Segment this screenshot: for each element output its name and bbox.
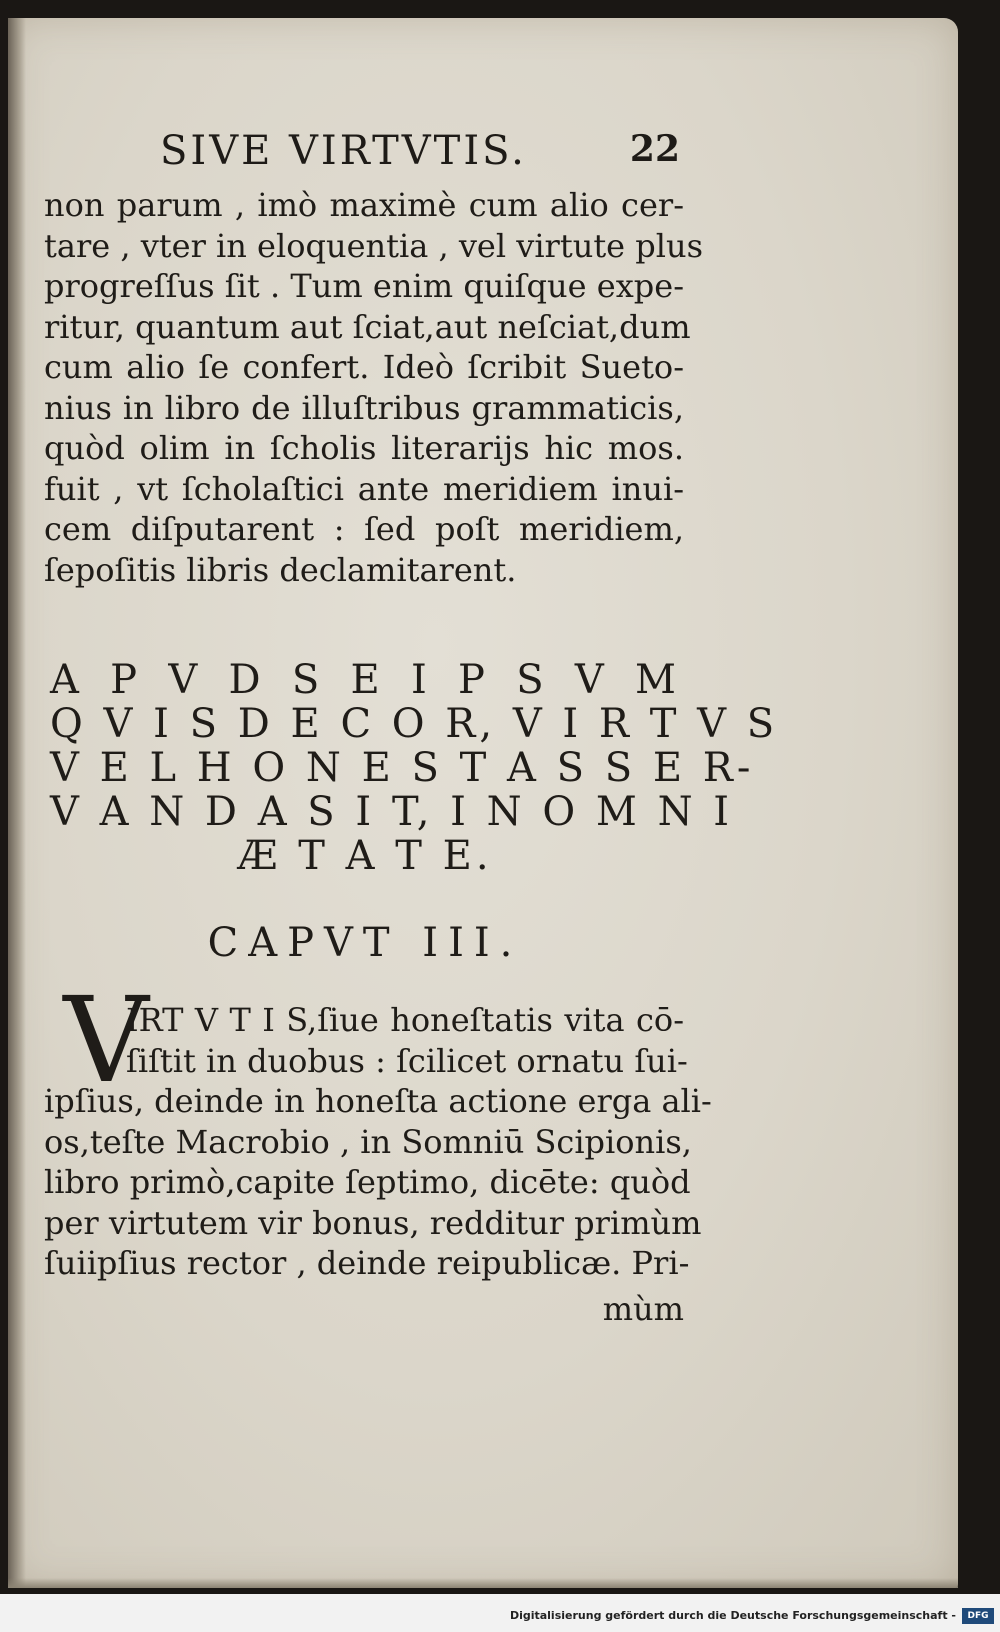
text-line: progreſſus ſit . Tum enim quiſque expe-: [44, 267, 684, 305]
paragraph-2: [44, 1000, 712, 1284]
paragraph-1: [44, 185, 704, 590]
text-line: IRT V T I S,ſiue honeſtatis vita cō-: [126, 1001, 684, 1039]
drop-cap: V: [63, 971, 149, 1109]
text-line: per virtutem vir bonus, redditur primùm: [44, 1203, 702, 1242]
text-line: os,teſte Macrobio , in Somniū Scipionis,: [44, 1122, 692, 1161]
section-heading: [50, 657, 779, 879]
heading-line: V A N D A S I T, I N O M N I: [50, 789, 734, 835]
page-header: [160, 128, 680, 178]
page-bottom-edge: [8, 1578, 958, 1588]
text-line: nius in libro de illuſtribus grammaticis,: [44, 388, 684, 427]
heading-line: A P V D S E I P S V M: [50, 657, 680, 703]
text-line: ſiſtit in duobus : ſcilicet ornatu ſui-: [126, 1041, 688, 1080]
chapter-title: CAPVT III.: [207, 920, 523, 966]
heading-line: V E L H O N E S T A S S E R-: [50, 745, 755, 791]
text-line: cum alio ſe confert. Ideò ſcribit Sueto-: [44, 348, 684, 386]
text-line: ritur, quantum aut ſciat,aut neſciat,dum: [44, 307, 691, 346]
catchword: mùm: [602, 1290, 684, 1328]
text-line: tare , vter in eloquentia , vel virtute plus: [44, 226, 704, 265]
dfg-logo: DFG: [962, 1608, 994, 1624]
page-number: 22: [629, 128, 680, 170]
text-line: fuit , vt ſcholaſtici ante meridiem inui-: [44, 469, 684, 508]
text-line: quòd olim in ſcholis literarijs hic mos.: [44, 429, 684, 467]
text-line: ſepoſitis libris declamitarent.: [44, 550, 517, 589]
text-line: non parum , imò maximè cum alio cer-: [44, 186, 684, 224]
text-line: libro primò,capite ſeptimo, dicēte: quòd: [44, 1163, 691, 1201]
running-title: SIVE VIRTVTIS.: [160, 128, 527, 174]
digitization-footer: [0, 1594, 1000, 1632]
binding-gutter: [8, 18, 26, 1588]
funding-credit: Digitalisierung gefördert durch die Deutsche Forschungsgemeinschaft -: [509, 1609, 956, 1622]
text-line: cem diſputarent : ſed poſt meridiem,: [44, 510, 684, 548]
heading-line: Æ T A T E.: [237, 833, 493, 879]
text-line: ipſius, deinde in honeſta actione erga ali-: [44, 1082, 712, 1120]
text-line: ſuiipſius rector , deinde reipublicæ. Pri-: [44, 1244, 690, 1282]
heading-line: Q V I S D E C O R, V I R T V S: [50, 701, 779, 747]
